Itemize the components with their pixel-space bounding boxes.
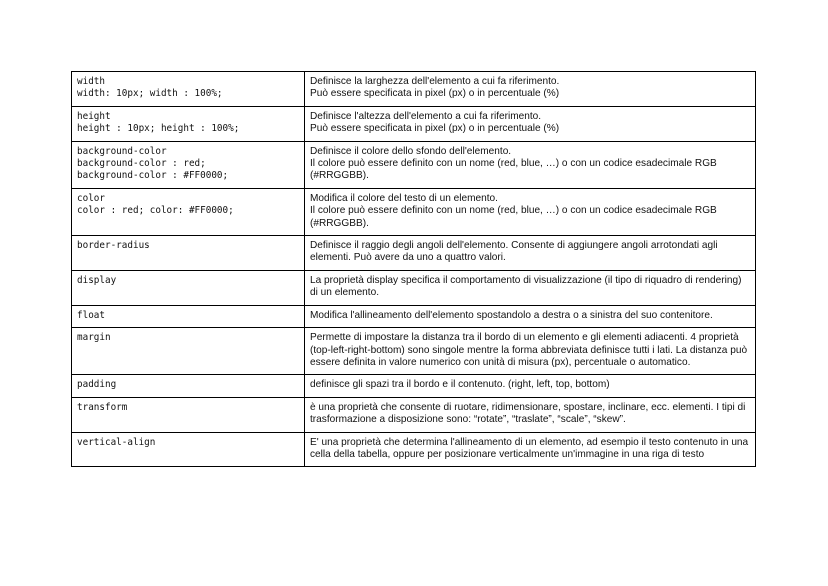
property-name: border-radius	[77, 240, 150, 252]
description-text: Può essere specificata in pixel (px) o in percentuale (%)	[310, 88, 560, 100]
description-text: Può essere specificata in pixel (px) o in percentuale (%)	[310, 123, 560, 135]
table-row	[72, 236, 756, 271]
property-name: float	[77, 309, 105, 321]
description-text: Il colore può essere definito con un nome (red, blue, …) o con un codice esadecimale RGB (#RRGGBB).	[310, 205, 717, 229]
table-body	[72, 72, 756, 467]
description-text: Definisce la larghezza dell'elemento a cui fa riferimento.	[310, 76, 560, 87]
description-cell	[305, 106, 756, 141]
property-name: width	[77, 76, 105, 87]
property-name: padding	[77, 379, 117, 391]
property-cell	[72, 188, 305, 235]
description-cell	[305, 141, 756, 188]
property-cell	[72, 397, 305, 432]
description-text: Definisce l'altezza dell'elemento a cui fa riferimento.	[310, 110, 542, 122]
property-cell	[72, 141, 305, 188]
description-cell	[305, 432, 756, 467]
description-cell	[305, 305, 756, 327]
table-row	[72, 305, 756, 327]
property-example: background-color : #FF0000;	[77, 170, 229, 182]
property-example: background-color : red;	[77, 158, 206, 170]
description-cell	[305, 236, 756, 271]
table-row	[72, 397, 756, 432]
description-text: Modifica l'allineamento dell'elemento spostandolo a destra o a sinistra del suo contenitore.	[310, 309, 713, 321]
description-text: è una proprietà che consente di ruotare, ridimensionare, spostare, inclinare, ecc. elementi. I tipi di trasformazione a disposizione sono: “rotate”, “traslate”, “scale”, “skew”.	[310, 401, 746, 426]
property-cell	[72, 270, 305, 305]
table-row	[72, 72, 756, 107]
document-page	[71, 71, 756, 467]
property-name: margin	[77, 332, 111, 344]
description-text: Permette di impostare la distanza tra il bordo di un elemento e gli elementi adiacenti. 4 proprietà (top-left-right-bottom) sono singole mentre la forma abbreviata definisce tutti i lati. La distanza può essere definita in valore numerico con unità di misura (px), percentuale o automatico.	[310, 332, 748, 368]
description-cell	[305, 270, 756, 305]
table-row	[72, 270, 756, 305]
description-text: Modifica il colore del testo di un elemento.	[310, 192, 498, 204]
table-row	[72, 375, 756, 397]
description-cell	[305, 188, 756, 235]
description-cell	[305, 328, 756, 375]
table-row	[72, 141, 756, 188]
property-cell	[72, 72, 305, 107]
description-text: definisce gli spazi tra il bordo e il contenuto. (right, left, top, bottom)	[310, 379, 610, 391]
table-row	[72, 188, 756, 235]
property-name: transform	[77, 401, 128, 413]
property-example: color : red; color: #FF0000;	[77, 205, 234, 217]
property-example: width: 10px; width : 100%;	[77, 88, 223, 100]
description-cell	[305, 72, 756, 107]
property-cell	[72, 432, 305, 467]
property-cell	[72, 375, 305, 397]
description-text: Il colore può essere definito con un nome (red, blue, …) o con un codice esadecimale RGB (#RRGGBB).	[310, 158, 717, 182]
property-name: color	[77, 192, 105, 204]
table-row	[72, 106, 756, 141]
property-example: height : 10px; height : 100%;	[77, 123, 240, 135]
property-name: height	[77, 110, 111, 122]
css-properties-table	[71, 71, 756, 467]
property-name: vertical-align	[77, 436, 156, 448]
description-text: Definisce il raggio degli angoli dell'elemento. Consente di aggiungere angoli arrotondati agli elementi. Può avere da uno a quattro valori.	[310, 240, 718, 264]
table-row	[72, 432, 756, 467]
description-cell	[305, 397, 756, 432]
property-cell	[72, 328, 305, 375]
table-row	[72, 328, 756, 375]
property-cell	[72, 305, 305, 327]
description-cell	[305, 375, 756, 397]
property-cell	[72, 106, 305, 141]
description-text: Definisce il colore dello sfondo dell'elemento.	[310, 145, 512, 157]
description-text: La proprietà display specifica il comportamento di visualizzazione (il tipo di riquadro di rendering) di un elemento.	[310, 274, 742, 299]
property-name: background-color	[77, 145, 167, 157]
description-text: E' una proprietà che determina l'allineamento di un elemento, ad esempio il testo contenuto in una cella della tabella, oppure per posizionare verticalmente un'immagine in una riga di testo	[310, 436, 749, 460]
property-cell	[72, 236, 305, 271]
property-name: display	[77, 274, 117, 286]
